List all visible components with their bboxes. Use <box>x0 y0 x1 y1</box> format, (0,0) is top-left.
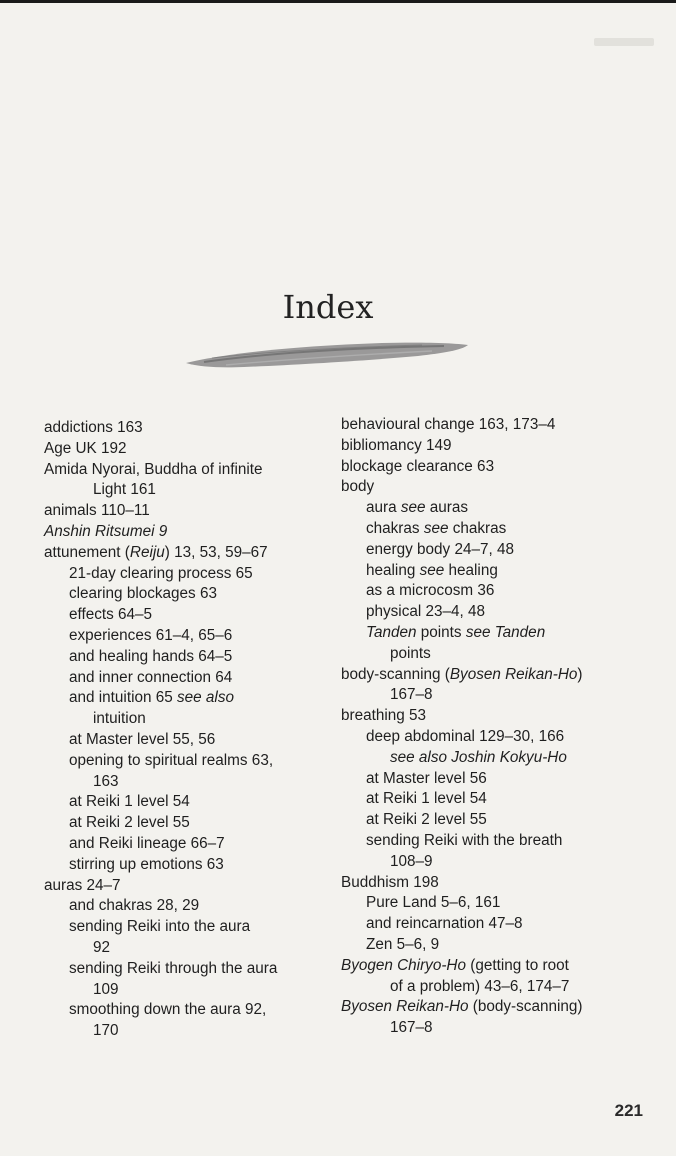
index-entry-continuation: of a problem) 43–6, 174–7 <box>390 977 570 995</box>
index-subentry: at Reiki 1 level 54 <box>366 790 487 808</box>
show-through-text <box>594 38 654 46</box>
index-subentry: sending Reiki through the aura <box>69 959 278 977</box>
entry-text: points <box>416 623 466 641</box>
entry-text: chakras <box>448 519 507 537</box>
index-subentry: sending Reiki into the aura <box>69 918 251 936</box>
entry-text: (getting to root <box>465 956 569 974</box>
index-subentry: at Reiki 2 level 55 <box>366 811 487 829</box>
index-entry: addictions 163 <box>44 419 143 436</box>
entry-italic-text: see Tanden <box>465 623 546 641</box>
index-entry: body <box>341 478 375 496</box>
index-subentry: effects 64–5 <box>69 606 153 624</box>
index-subentry: physical 23–4, 48 <box>366 603 486 621</box>
entry-text: healing <box>366 561 420 579</box>
entry-text: (body-scanning) <box>468 998 583 1016</box>
index-entry: breathing 53 <box>341 707 427 725</box>
index-subentry: Pure Land 5–6, 161 <box>366 894 501 912</box>
entry-italic-text: Tanden <box>366 623 417 641</box>
index-entry: animals 110–11 <box>44 502 150 520</box>
index-subentry: 21-day clearing process 65 <box>69 564 253 582</box>
index-subentry: at Master level 55, 56 <box>69 730 216 748</box>
index-entry-continuation: 167–8 <box>390 1019 433 1037</box>
page-title: Index <box>282 288 374 326</box>
index-entry: Buddhism 198 <box>341 873 439 891</box>
index-subentry: energy body 24–7, 48 <box>366 540 514 558</box>
index-subentry: and chakras 28, 29 <box>69 897 200 915</box>
index-column-right <box>341 415 641 1039</box>
index-subentry <box>341 519 641 540</box>
entry-text: aura <box>366 499 401 517</box>
index-subentry <box>341 561 641 582</box>
entry-italic-text: Reiju <box>129 543 165 561</box>
index-entry-continuation: 167–8 <box>390 686 433 704</box>
entry-text: auras <box>425 499 469 517</box>
index-subentry-continuation: 170 <box>93 1022 119 1040</box>
index-subentry: Zen 5–6, 9 <box>366 935 440 953</box>
index-subentry <box>341 623 641 644</box>
index-subentry-continuation: see also Joshin Kokyu-Ho <box>390 748 567 766</box>
entry-text: and intuition 65 <box>69 689 178 707</box>
index-entry: Anshin Ritsumei 9 <box>44 522 168 540</box>
index-subentry-continuation: intuition <box>93 710 146 728</box>
index-subentry: experiences 61–4, 65–6 <box>69 626 233 644</box>
index-subentry: opening to spiritual realms 63, <box>69 751 274 769</box>
index-entry: bibliomancy 149 <box>341 436 452 454</box>
index-entry: behavioural change 163, 173–4 <box>341 416 556 433</box>
entry-italic-text: see <box>419 561 445 579</box>
index-subentry: smoothing down the aura 92, <box>69 1001 267 1019</box>
entry-text: body-scanning ( <box>341 665 450 683</box>
index-subentry <box>341 498 641 519</box>
index-column-left <box>44 418 316 1042</box>
entry-italic-text: see also <box>177 689 234 707</box>
index-subentry: and reincarnation 47–8 <box>366 915 523 933</box>
index-subentry: sending Reiki with the breath <box>366 831 563 849</box>
index-entry-continuation: Light 161 <box>93 481 156 499</box>
index-subentry: at Master level 56 <box>366 769 487 787</box>
index-entry: auras 24–7 <box>44 876 121 894</box>
index-subentry: and inner connection 64 <box>69 668 233 686</box>
entry-text: healing <box>444 561 498 579</box>
index-entry <box>341 997 641 1018</box>
index-subentry: stirring up emotions 63 <box>69 855 224 873</box>
index-subentry-continuation: 108–9 <box>390 852 433 870</box>
entry-text: ) <box>577 665 583 683</box>
index-entry <box>44 543 316 564</box>
index-subentry: clearing blockages 63 <box>69 585 217 603</box>
index-subentry-continuation: 163 <box>93 772 119 790</box>
index-subentry: and Reiki lineage 66–7 <box>69 834 225 852</box>
index-subentry: deep abdominal 129–30, 166 <box>366 727 565 745</box>
entry-italic-text: Byogen Chiryo-Ho <box>341 956 466 974</box>
index-entry: blockage clearance 63 <box>341 457 495 475</box>
index-entry <box>341 665 641 686</box>
index-subentry: at Reiki 1 level 54 <box>69 793 190 811</box>
entry-italic-text: Byosen Reikan-Ho <box>341 998 469 1016</box>
index-subentry: as a microcosm 36 <box>366 582 495 600</box>
index-entry: Amida Nyorai, Buddha of infinite <box>44 460 263 478</box>
brush-stroke-ornament <box>182 336 472 374</box>
page-number: 221 <box>614 1101 643 1120</box>
index-subentry: at Reiki 2 level 55 <box>69 814 190 832</box>
index-entry: Age UK 192 <box>44 439 127 457</box>
index-subentry: and healing hands 64–5 <box>69 647 233 665</box>
entry-italic-text: Byosen Reikan-Ho <box>449 665 578 683</box>
entry-text: ) 13, 53, 59–67 <box>164 543 268 561</box>
index-subentry-continuation: 109 <box>93 980 119 998</box>
index-subentry-continuation: 92 <box>93 938 111 956</box>
index-subentry-continuation: points <box>390 644 431 662</box>
entry-italic-text: see <box>400 499 426 517</box>
top-edge-rule <box>0 0 676 3</box>
index-entry <box>341 956 641 977</box>
entry-text: chakras <box>366 519 424 537</box>
entry-italic-text: see <box>423 519 449 537</box>
entry-text: attunement ( <box>44 543 130 561</box>
index-subentry <box>44 688 316 709</box>
